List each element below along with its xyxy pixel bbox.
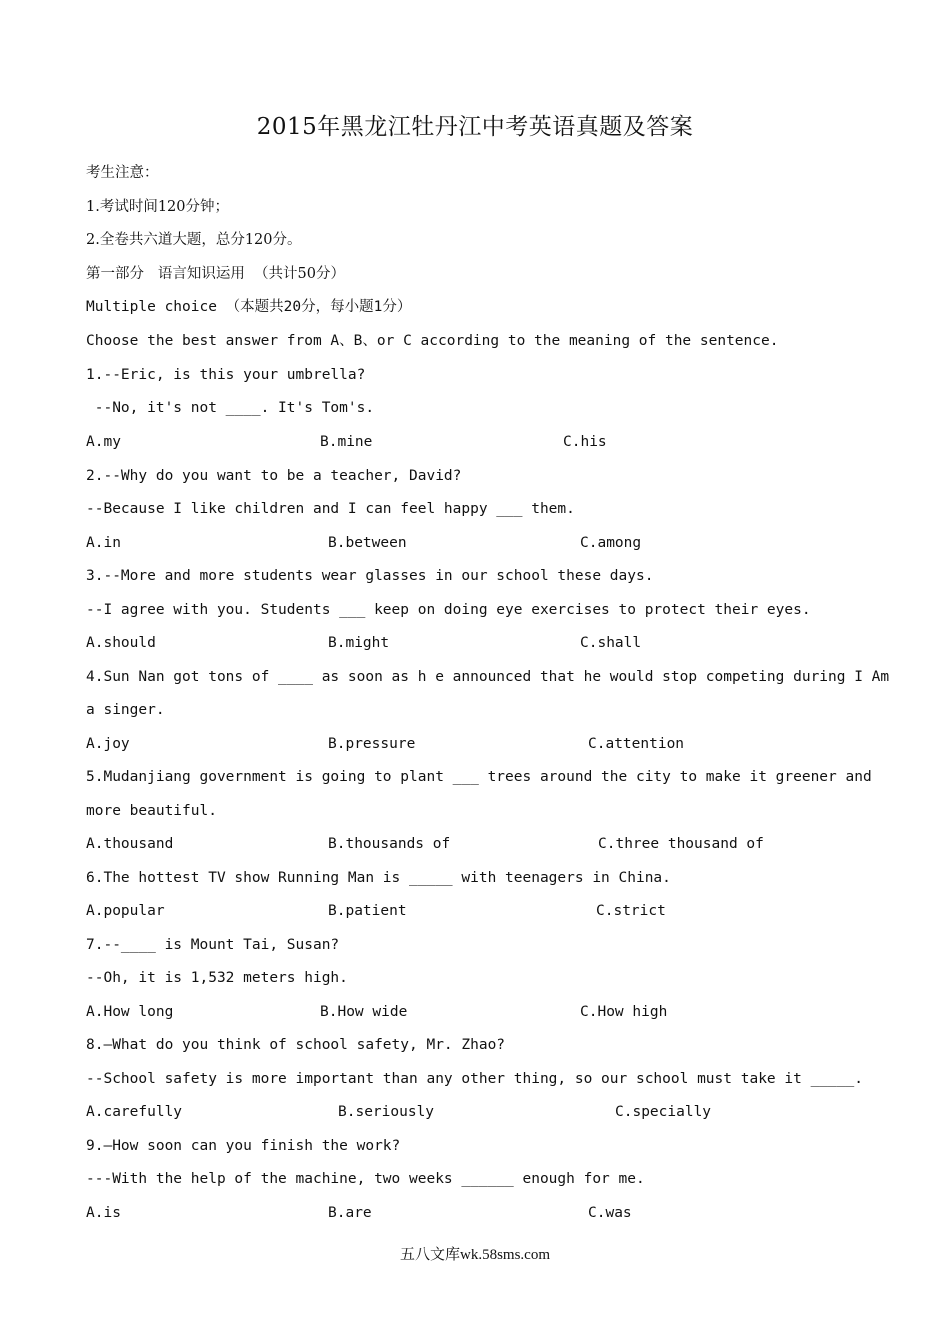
question-4-option-c: C.attention xyxy=(588,736,685,752)
question-2-stem: 2.--Why do you want to be a teacher, David? xyxy=(86,468,462,484)
question-7-answer-line: --Oh, it is 1,532 meters high. xyxy=(86,970,348,986)
question-3-option-c: C.shall xyxy=(580,635,642,651)
question-3-option-a: A.should xyxy=(86,635,156,651)
question-7-option-b: B.How wide xyxy=(320,1004,408,1020)
question-3-answer-line: --I agree with you. Students ___ keep on doing eye exercises to protect their eyes. xyxy=(86,602,811,618)
question-7-option-c: C.How high xyxy=(580,1004,668,1020)
page-footer: 五八文库wk.58sms.com xyxy=(399,1247,550,1263)
question-9-option-a: A.is xyxy=(86,1205,121,1221)
notice-heading: 考生注意： xyxy=(86,165,159,181)
page-title: 2015年黑龙江牡丹江中考英语真题及答案 xyxy=(256,114,694,140)
question-8-stem: 8.—What do you think of school safety, Mr. Zhao? xyxy=(86,1037,506,1053)
question-5-option-b: B.thousands of xyxy=(328,836,451,852)
question-3-option-b: B.might xyxy=(328,635,390,651)
question-4-stem: 4.Sun Nan got tons of ____ as soon as h e announced that he would stop competing during I Am xyxy=(86,669,890,685)
notice-item-1: 1.考试时间120分钟； xyxy=(86,199,230,215)
question-1-option-c: C.his xyxy=(563,434,607,450)
section-instruction: Choose the best answer from A、B、or C according to the meaning of the sentence. xyxy=(86,333,779,349)
question-6-stem: 6.The hottest TV show Running Man is _____ with teenagers in China. xyxy=(86,870,671,886)
part-heading: 第一部分 语言知识运用 （共计50分） xyxy=(86,266,345,282)
question-8-option-c: C.specially xyxy=(615,1104,712,1120)
question-2-option-c: C.among xyxy=(580,535,642,551)
question-2-option-b: B.between xyxy=(328,535,407,551)
question-7-option-a: A.How long xyxy=(86,1004,174,1020)
question-4-stem-continued: a singer. xyxy=(86,702,165,718)
question-4-option-a: A.joy xyxy=(86,736,130,752)
question-5-option-c: C.three thousand of xyxy=(598,836,764,852)
question-5-stem: 5.Mudanjiang government is going to plant ___ trees around the city to make it greener and xyxy=(86,769,872,785)
question-8-option-a: A.carefully xyxy=(86,1104,183,1120)
question-4-option-b: B.pressure xyxy=(328,736,416,752)
question-9-option-b: B.are xyxy=(328,1205,372,1221)
question-6-option-b: B.patient xyxy=(328,903,407,919)
question-5-stem-continued: more beautiful. xyxy=(86,803,217,819)
question-6-option-a: A.popular xyxy=(86,903,165,919)
question-2-answer-line: --Because I like children and I can feel happy ___ them. xyxy=(86,501,575,517)
question-7-stem: 7.--____ is Mount Tai, Susan? xyxy=(86,937,340,953)
question-8-answer-line: --School safety is more important than any other thing, so our school must take it _____. xyxy=(86,1071,863,1087)
question-6-option-c: C.strict xyxy=(596,903,666,919)
section-heading: Multiple choice （本题共20分，每小题1分） xyxy=(86,299,412,315)
question-5-option-a: A.thousand xyxy=(86,836,174,852)
question-8-option-b: B.seriously xyxy=(338,1104,435,1120)
notice-item-2: 2.全卷共六道大题，总分120分。 xyxy=(86,232,302,248)
question-9-answer-line: ---With the help of the machine, two weeks ______ enough for me. xyxy=(86,1171,645,1187)
question-9-stem: 9.—How soon can you finish the work? xyxy=(86,1138,401,1154)
question-1-answer-line: --No, it's not ____. It's Tom's. xyxy=(86,400,375,416)
question-2-option-a: A.in xyxy=(86,535,121,551)
question-9-option-c: C.was xyxy=(588,1205,632,1221)
question-1-stem: 1.--Eric, is this your umbrella? xyxy=(86,367,366,383)
question-1-option-b: B.mine xyxy=(320,434,373,450)
question-3-stem: 3.--More and more students wear glasses in our school these days. xyxy=(86,568,654,584)
question-1-option-a: A.my xyxy=(86,434,121,450)
